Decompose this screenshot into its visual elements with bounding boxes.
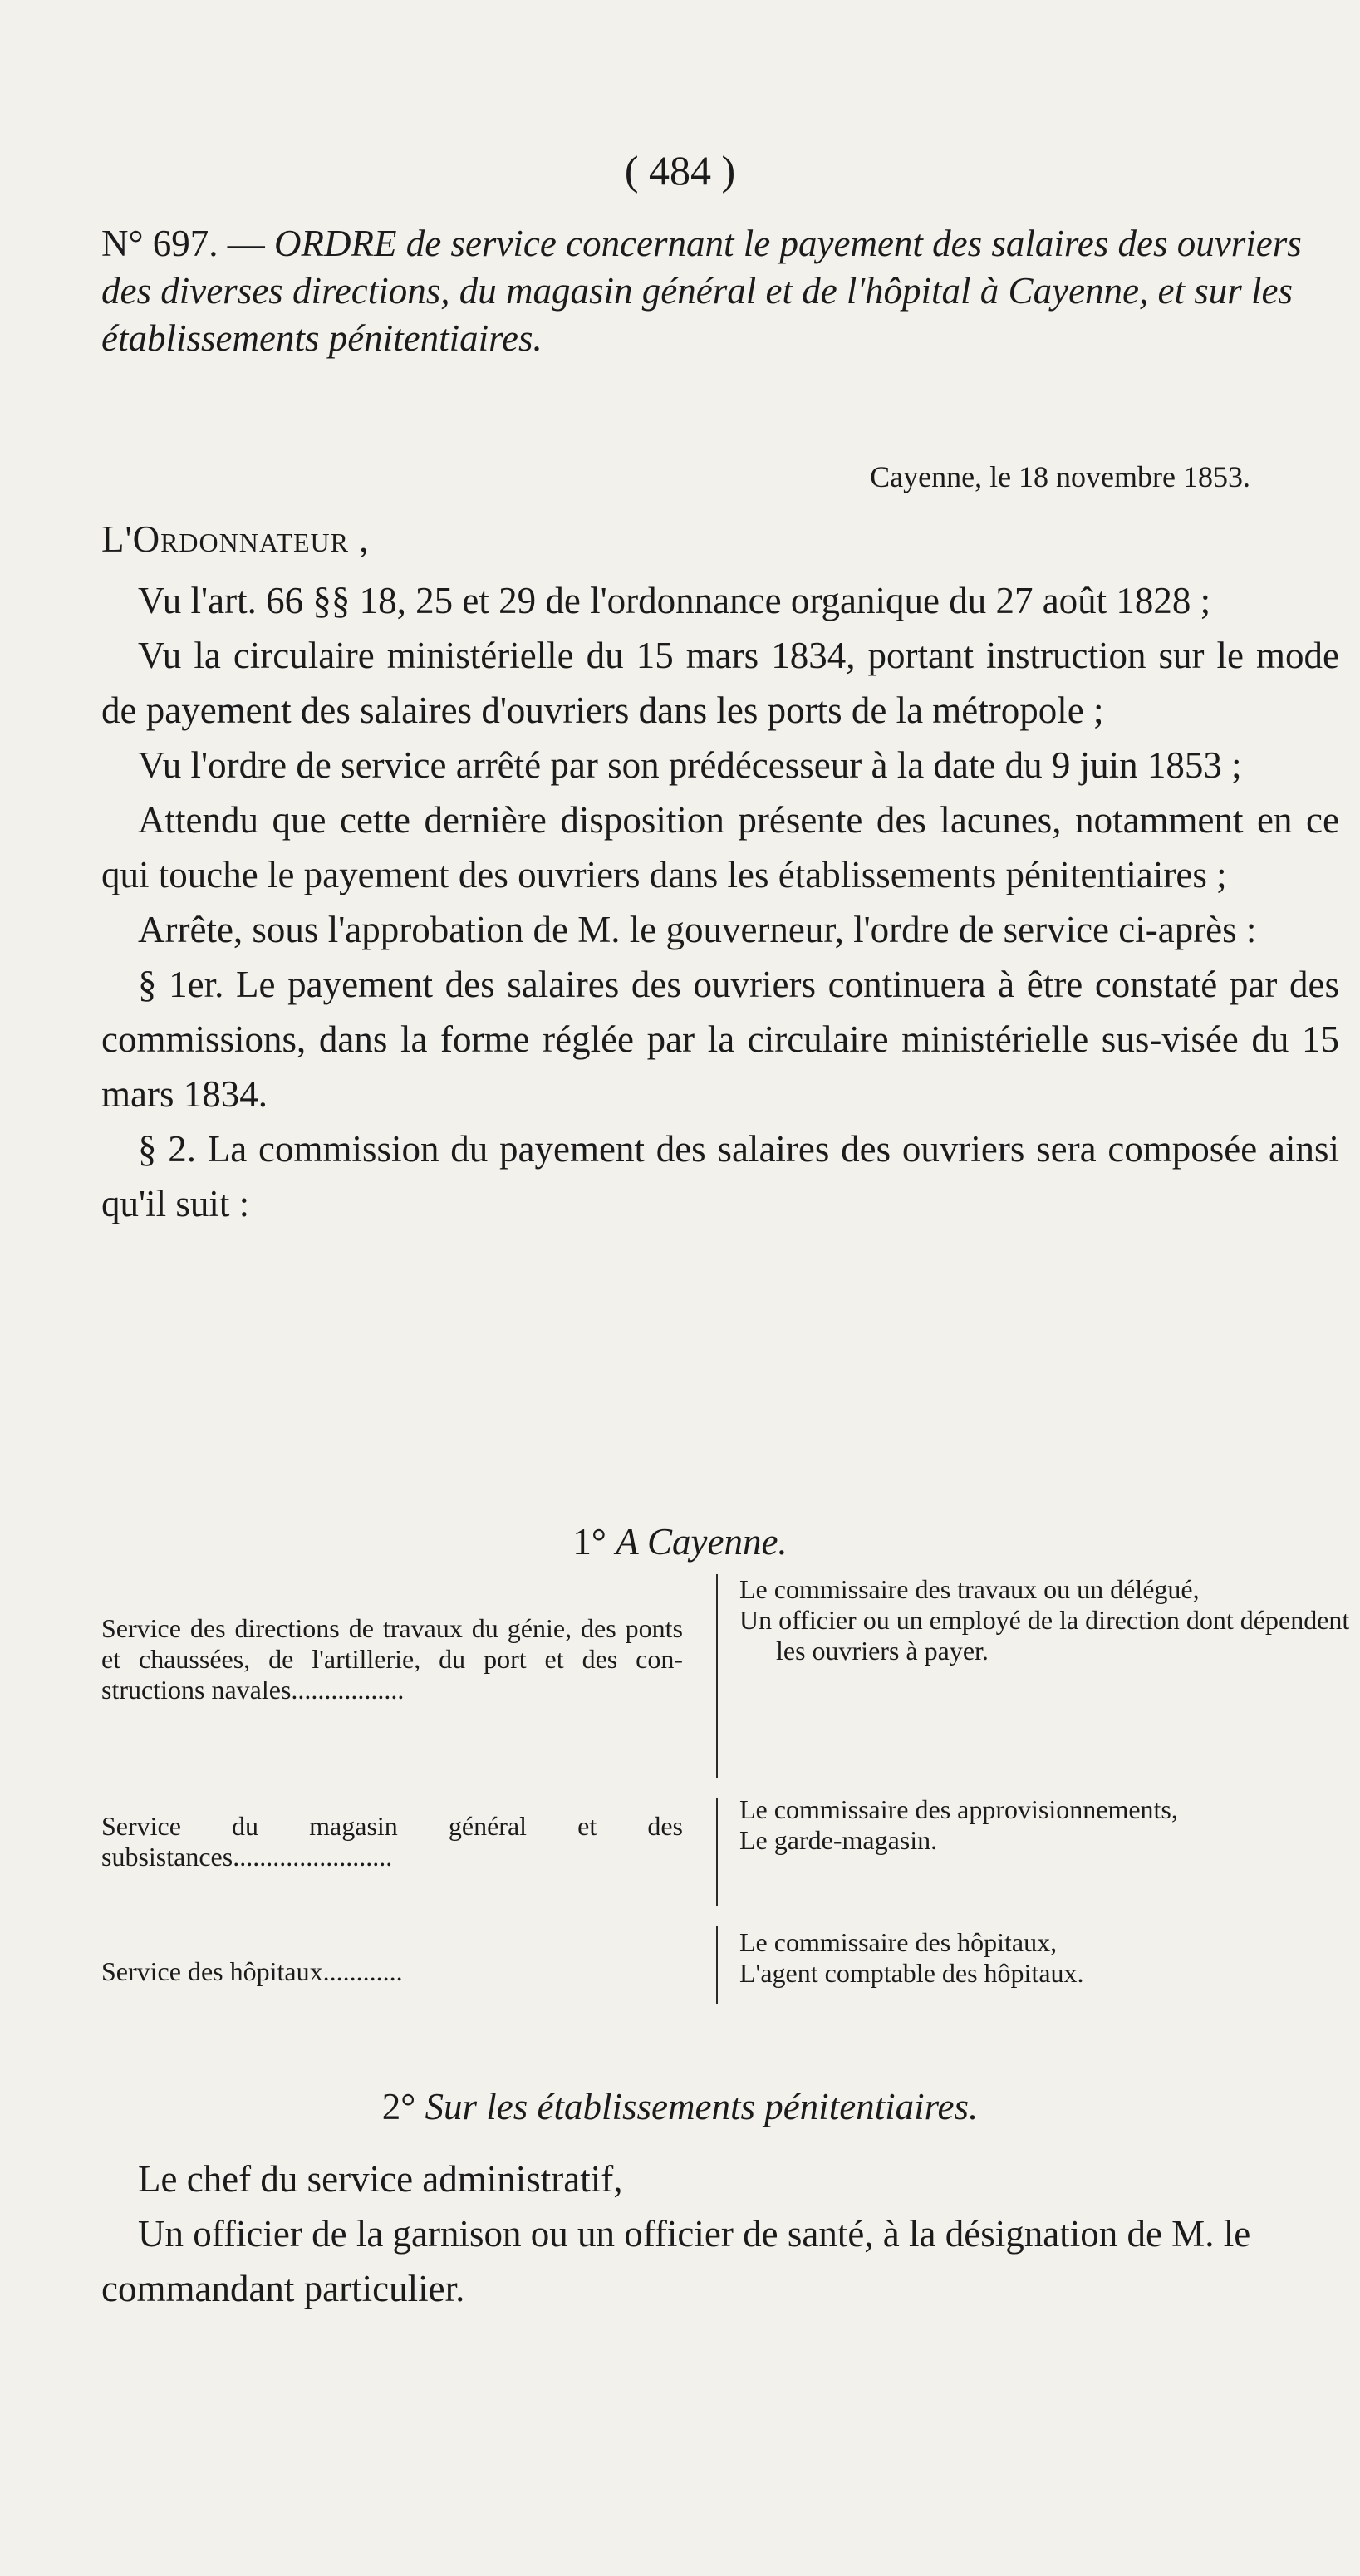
service-magasin: Service du magasin général et des subsistances........................: [101, 1811, 683, 1872]
ordonnateur-heading: L'Ordonnateur ,: [101, 518, 370, 560]
paragraph: Vu l'art. 66 §§ 18, 25 et 29 de l'ordonnance organique du 27 août 1828 ;: [138, 580, 1211, 621]
date-line: Cayenne, le 18 novembre 1853.: [870, 460, 1250, 493]
main-text: [101, 573, 1339, 1231]
paragraph: Un officier de la garnison ou un officier de santé, à la désignation de M. le commandant particulier.: [101, 2213, 1251, 2309]
service-directions: Service des directions de travaux du génie, des ponts et chaussées, de l'artillerie, du port et des constructions navales.................: [101, 1613, 683, 1705]
brace: [716, 1798, 729, 1906]
paragraph: § 2. La commission du payement des salaires des ouvriers sera composée ainsi qu'il suit :: [101, 1128, 1339, 1224]
order-number: N° 697. —: [101, 223, 265, 264]
paragraph: Attendu que cette dernière disposition présente des lacunes, notamment en ce qui touche le payement des ouvriers dans les établissements pénitentiaires ;: [101, 799, 1339, 895]
paragraph: Le chef du service administratif,: [138, 2158, 623, 2200]
tail-text: [101, 2152, 1339, 2316]
brace: [716, 1926, 729, 2004]
service-hopitaux: Service des hôpitaux............: [101, 1956, 403, 1986]
paragraph: § 1er. Le payement des salaires des ouvriers continuera à être constaté par des commissions, dans la forme réglée par la circulaire ministérielle sus-visée du 15 mars 1834.: [101, 964, 1339, 1115]
paragraph: Arrête, sous l'approbation de M. le gouverneur, l'ordre de service ci-après :: [138, 909, 1257, 950]
brace: [716, 1574, 729, 1778]
section-heading-penitentiaires: 2° Sur les établissements pénitentiaires.: [381, 2086, 979, 2127]
section-heading-cayenne: 1° A Cayenne.: [572, 1521, 788, 1563]
order-title: [101, 220, 1339, 362]
members-hopitaux: Le commissaire des hôpitaux, L'agent comptable des hôpitaux.: [739, 1927, 1084, 1988]
members-directions: Le commissaire des travaux ou un délégué, Un officier ou un employé de la direction dont dépendent les ouvriers à payer.: [739, 1574, 1350, 1666]
paragraph: Vu l'ordre de service arrêté par son prédécesseur à la date du 9 juin 1853 ;: [138, 744, 1242, 786]
members-magasin: Le commissaire des approvisionnements, Le garde-magasin.: [739, 1794, 1178, 1855]
order-title-text: ORDRE de service concernant le payement des salaires des ouvriers des diverses directions, du magasin général et de l'hôpital à Cayenne, et sur les établissements pénitentiaires.: [101, 223, 1302, 359]
page-number: ( 484 ): [624, 147, 736, 194]
paragraph: Vu la circulaire ministérielle du 15 mars 1834, portant instruction sur le mode de payement des salaires d'ouvriers dans les ports de la métropole ;: [101, 635, 1339, 731]
